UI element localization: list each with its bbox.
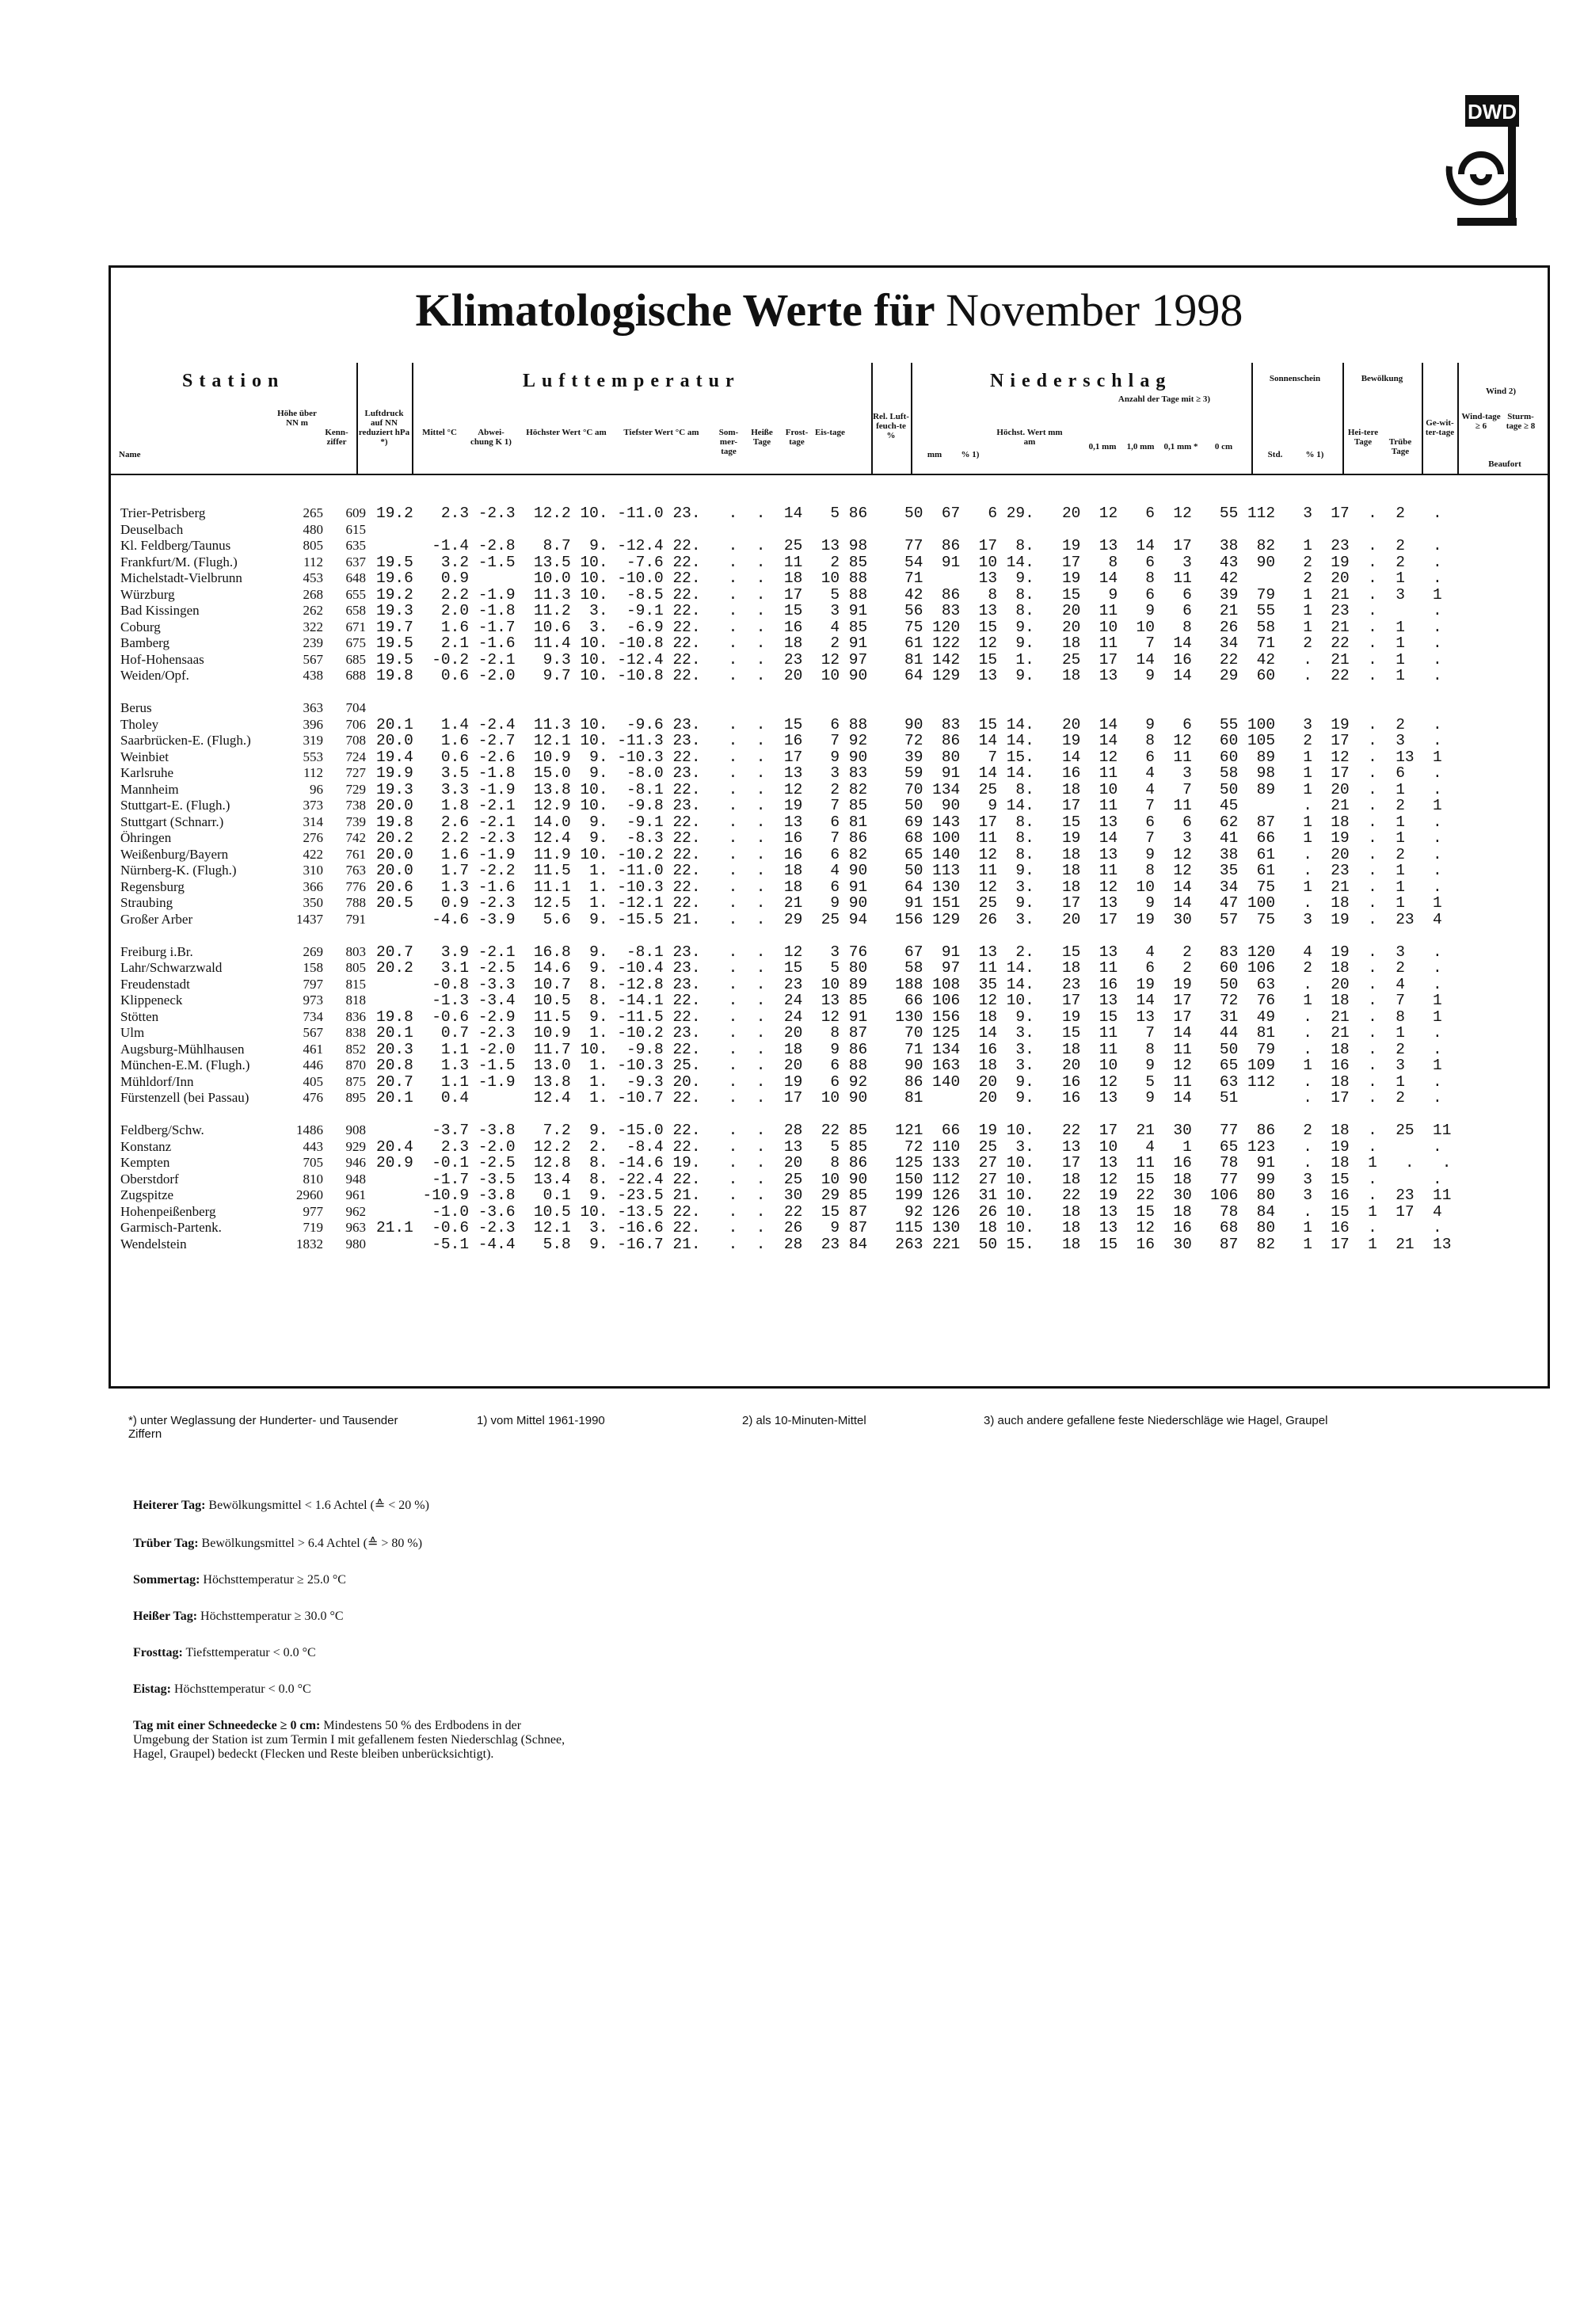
station-values: -1.0 -3.6 10.5 10. -13.5 22. . . 22 15 87 92 126 26 10. 18 13 15 18 78 84 . 15 1 17 4 <box>376 1202 1442 1221</box>
station-code: 870 <box>345 1057 366 1072</box>
station-name: Regensburg <box>120 878 185 894</box>
header-nschnee: 0,1 mm * <box>1163 442 1198 451</box>
station-height: 265 <box>303 505 323 520</box>
station-values: 20.7 1.1 -1.9 13.8 1. -9.3 20. . . 19 6 92 86 140 20 9. 16 12 5 11 63 112 . 18 . 1 . <box>376 1072 1442 1091</box>
station-code: 724 <box>345 749 366 764</box>
station-values: 20.0 1.8 -2.1 12.9 10. -9.8 23. . . 19 7 85 50 90 9 14. 17 11 7 11 45 . 21 . 2 1 <box>376 797 1442 814</box>
station-values: 20.2 2.2 -2.3 12.4 9. -8.3 22. . . 16 7 86 68 100 11 8. 19 14 7 3 41 66 1 19 . 1 . <box>376 829 1442 847</box>
station-name: Michelstadt-Vielbrunn <box>120 570 242 585</box>
header-gewitter: Ge-wit-ter-tage <box>1425 418 1455 437</box>
station-values: 21.1 -0.6 -2.3 12.1 3. -16.6 22. . . 26 9 87 115 130 18 10. 18 13 12 16 68 80 1 16 . . <box>376 1219 1442 1236</box>
table-row <box>111 749 1548 765</box>
station-height: 373 <box>303 798 323 813</box>
station-name: Weinbiet <box>120 749 169 764</box>
header-n0cm: 0 cm <box>1214 442 1233 451</box>
header-hoechster: Höchster Wert °C am <box>526 428 607 437</box>
footnote-1: 1) vom Mittel 1961-1990 <box>477 1414 605 1427</box>
station-height: 262 <box>303 603 323 618</box>
station-code: 875 <box>345 1073 366 1089</box>
station-height: 276 <box>303 830 323 845</box>
header-n01: 0,1 mm <box>1088 442 1117 451</box>
station-code: 635 <box>345 538 366 553</box>
station-height: 438 <box>303 668 323 683</box>
header-sprozent: % 1) <box>1305 450 1324 459</box>
header-heisse: Heiße Tage <box>751 428 773 447</box>
station-code: 946 <box>345 1155 366 1170</box>
table-row <box>111 1090 1548 1106</box>
station-code: 727 <box>345 765 366 780</box>
table-row <box>111 1204 1548 1220</box>
station-height: 977 <box>303 1203 323 1219</box>
station-height: 734 <box>303 1008 323 1024</box>
table-row <box>111 960 1548 976</box>
station-values: 20.8 1.3 -1.5 13.0 1. -10.3 25. . . 20 6 88 90 163 18 3. 20 10 9 12 65 109 1 16 . 3 1 <box>376 1057 1442 1074</box>
station-values: 20.1 1.4 -2.4 11.3 10. -9.6 23. . . 15 6 88 90 83 15 14. 20 14 9 6 55 100 3 19 . 2 . <box>376 715 1442 733</box>
station-height: 480 <box>303 521 323 537</box>
definition-text: Mindestens 50 % des Erdbodens in der Umgebung der Station ist zum Termin I mit gefallenem festen Niederschlag (Schnee, Hagel, Graupel) bedeckt (Flecken und Reste bleiben unberücksichtigt). <box>133 1719 565 1761</box>
station-code: 739 <box>345 813 366 829</box>
definition-item <box>133 1535 577 1551</box>
station-values: -3.7 -3.8 7.2 9. -15.0 22. . . 28 22 85 121 66 19 10. 22 17 21 30 77 86 2 18 . 25 11 <box>376 1122 1452 1139</box>
station-name: Stuttgart-E. (Flugh.) <box>120 798 230 813</box>
station-name: Augsburg-Mühlhausen <box>120 1041 245 1057</box>
station-values: 20.2 3.1 -2.5 14.6 9. -10.4 23. . . 15 5 80 58 97 11 14. 18 11 6 2 60 106 2 18 . 2 . <box>376 959 1442 977</box>
table-row <box>111 847 1548 863</box>
station-height: 705 <box>303 1155 323 1170</box>
station-values: -1.4 -2.8 8.7 9. -12.4 22. . . 25 13 98 77 86 17 8. 19 13 14 17 38 82 1 23 . 2 . <box>376 537 1442 554</box>
station-values: 20.4 2.3 -2.0 12.2 2. -8.4 22. . . 13 5 85 72 110 25 3. 13 10 4 1 65 123 . 19 . . <box>376 1137 1442 1156</box>
station-name: Feldberg/Schw. <box>120 1122 204 1137</box>
definition-text: Höchsttemperatur < 0.0 °C <box>171 1682 311 1696</box>
station-code: 648 <box>345 570 366 585</box>
header-tiefster: Tiefster Wert °C am <box>623 428 699 437</box>
station-name: Großer Arber <box>120 911 193 927</box>
table-row <box>111 570 1548 586</box>
station-name: München-E.M. (Flugh.) <box>120 1057 250 1072</box>
station-height: 973 <box>303 992 323 1008</box>
page-title: Klimatologische Werte für November 1998 <box>415 284 1243 336</box>
station-name: Ulm <box>120 1025 145 1040</box>
station-name: Hof-Hohensaas <box>120 651 204 667</box>
table-row <box>111 863 1548 878</box>
header-mm: mm <box>927 450 942 459</box>
table-row <box>111 814 1548 830</box>
station-values: 19.8 -0.6 -2.9 11.5 9. -11.5 22. . . 24 12 91 130 156 18 9. 19 15 13 17 31 49 . 21 . 8 1 <box>376 1008 1442 1026</box>
definition-item <box>133 1646 577 1660</box>
station-code: 615 <box>345 521 366 537</box>
definition-term: Tag mit einer Schneedecke ≥ 0 cm: <box>133 1719 321 1732</box>
footnote-3: 3) auch andere gefallene feste Niederschläge wie Hagel, Graupel <box>984 1414 1328 1427</box>
definitions <box>133 1497 577 1784</box>
table-row <box>111 1122 1548 1138</box>
station-name: Berus <box>120 700 152 715</box>
header-lufttemperatur: Lufttemperatur <box>523 371 741 391</box>
station-code: 637 <box>345 554 366 570</box>
station-name: Klippeneck <box>120 992 183 1008</box>
station-code: 963 <box>345 1220 366 1235</box>
definition-term: Heißer Tag: <box>133 1610 198 1623</box>
station-height: 363 <box>303 700 323 715</box>
table-row <box>111 603 1548 619</box>
table-row <box>111 717 1548 733</box>
header-n10: 1,0 mm <box>1126 442 1155 451</box>
station-code: 729 <box>345 781 366 797</box>
station-height: 810 <box>303 1171 323 1187</box>
definition-item <box>133 1573 577 1587</box>
station-name: Tholey <box>120 716 159 732</box>
station-values: 20.0 1.6 -1.9 11.9 10. -10.2 22. . . 16 6 82 65 140 12 8. 18 13 9 12 38 61 . 20 . 2 . <box>376 845 1442 863</box>
station-code: 805 <box>345 960 366 975</box>
logo-text: DWD <box>1467 100 1517 124</box>
station-code: 658 <box>345 603 366 618</box>
table-row <box>111 1042 1548 1057</box>
station-name: Mühldorf/Inn <box>120 1073 194 1089</box>
station-values: 20.0 1.7 -2.2 11.5 1. -11.0 22. . . 18 4 90 50 113 11 9. 18 11 8 12 35 61 . 23 . 1 . <box>376 862 1442 879</box>
header-heitere: Hei-tere Tage <box>1347 428 1379 447</box>
station-height: 112 <box>303 765 323 780</box>
dwd-logo <box>1426 87 1521 246</box>
station-values: 19.2 2.3 -2.3 12.2 10. -11.0 23. . . 14 5 86 50 67 6 29. 20 12 6 12 55 112 3 17 . 2 . <box>376 505 1442 522</box>
station-name: Fürstenzell (bei Passau) <box>120 1090 249 1105</box>
station-values: 20.3 1.1 -2.0 11.7 10. -9.8 22. . . 18 9 86 71 134 16 3. 18 11 8 11 50 79 . 18 . 2 . <box>376 1040 1442 1058</box>
station-height: 1486 <box>296 1122 323 1137</box>
header-windtage: Wind-tage ≥ 6 <box>1461 412 1501 431</box>
header-beaufort: Beaufort <box>1488 459 1521 469</box>
table-row <box>111 684 1548 700</box>
station-name: Nürnberg-K. (Flugh.) <box>120 863 237 878</box>
table-row <box>111 977 1548 992</box>
definition-term: Heiterer Tag: <box>133 1499 206 1512</box>
table-row <box>111 782 1548 798</box>
table-row <box>111 912 1548 928</box>
station-name: Weißenburg/Bayern <box>120 846 229 862</box>
station-height: 453 <box>303 570 323 585</box>
station-height: 405 <box>303 1073 323 1089</box>
table-row <box>111 700 1548 716</box>
station-name: Mannheim <box>120 781 179 797</box>
station-code: 776 <box>345 878 366 894</box>
station-values: -10.9 -3.8 0.1 9. -23.5 21. . . 30 29 85 199 126 31 10. 22 19 22 30 106 80 3 16 . 23 11 <box>376 1187 1452 1204</box>
table-row <box>111 587 1548 603</box>
header-bewoelkung: Bewölkung <box>1361 374 1403 383</box>
station-code: 671 <box>345 619 366 634</box>
station-code: 961 <box>345 1187 366 1202</box>
definition-item <box>133 1719 577 1762</box>
definition-text: Bewölkungsmittel > 6.4 Achtel (≙ > 80 %) <box>198 1537 423 1550</box>
station-code: 788 <box>345 895 366 910</box>
station-name: Karlsruhe <box>120 765 174 780</box>
station-name: Coburg <box>120 619 161 634</box>
station-height: 805 <box>303 538 323 553</box>
definition-term: Frosttag: <box>133 1646 183 1659</box>
station-height: 269 <box>303 943 323 959</box>
definition-term: Eistag: <box>133 1682 171 1696</box>
station-values: 19.9 3.5 -1.8 15.0 9. -8.0 23. . . 13 3 83 59 91 14 14. 16 11 4 3 58 98 1 17 . 6 . <box>376 764 1442 782</box>
header-relfeuchte: Rel. Luft-feuch-te % <box>873 412 909 440</box>
station-name: Garmisch-Partenk. <box>120 1220 222 1235</box>
header-name: Name <box>119 450 141 459</box>
definition-item <box>133 1497 577 1513</box>
station-height: 461 <box>303 1041 323 1057</box>
table-row <box>111 733 1548 749</box>
station-code: 803 <box>345 943 366 959</box>
definition-text: Höchsttemperatur ≥ 30.0 °C <box>197 1610 344 1623</box>
station-code: 948 <box>345 1171 366 1187</box>
climate-table-frame <box>109 265 1550 1389</box>
station-name: Freiburg i.Br. <box>120 943 193 959</box>
station-height: 322 <box>303 619 323 634</box>
table-row <box>111 879 1548 895</box>
station-code: 838 <box>345 1025 366 1040</box>
station-values: 19.8 2.6 -2.1 14.0 9. -9.1 22. . . 13 6 81 69 143 17 8. 15 13 6 6 62 87 1 18 . 1 . <box>376 813 1442 831</box>
station-code: 962 <box>345 1203 366 1219</box>
station-name: Stötten <box>120 1008 159 1024</box>
station-name: Bamberg <box>120 635 170 650</box>
station-code: 763 <box>345 863 366 878</box>
station-values: 20.1 0.7 -2.3 10.9 1. -10.2 23. . . 20 8 87 70 125 14 3. 15 11 7 14 44 81 . 21 . 1 . <box>376 1024 1442 1042</box>
header-sonnenschein: Sonnenschein <box>1269 374 1321 383</box>
station-code: 742 <box>345 830 366 845</box>
table-row <box>111 619 1548 635</box>
station-code: 708 <box>345 733 366 748</box>
station-values: -5.1 -4.4 5.8 9. -16.7 21. . . 28 23 84 263 221 50 15. 18 15 16 30 87 82 1 17 1 21 13 <box>376 1235 1452 1253</box>
table-row <box>111 522 1548 538</box>
table-row <box>111 765 1548 781</box>
station-values: 19.3 3.3 -1.9 13.8 10. -8.1 22. . . 12 2 82 70 134 25 8. 18 10 4 7 50 89 1 20 . 1 . <box>376 780 1442 798</box>
station-code: 908 <box>345 1122 366 1137</box>
footnote-2: 2) als 10-Minuten-Mittel <box>742 1414 866 1427</box>
definition-text: Bewölkungsmittel < 1.6 Achtel (≙ < 20 %) <box>205 1499 429 1512</box>
station-name: Frankfurt/M. (Flugh.) <box>120 554 238 570</box>
header-frosttage: Frost-tage <box>785 428 809 447</box>
header-wind: Wind 2) <box>1485 387 1516 396</box>
table-row <box>111 1025 1548 1041</box>
station-code: 706 <box>345 716 366 732</box>
station-name: Bad Kissingen <box>120 603 200 618</box>
definition-term: Trüber Tag: <box>133 1537 199 1550</box>
station-height: 422 <box>303 846 323 862</box>
station-values: 19.7 1.6 -1.7 10.6 3. -6.9 22. . . 16 4 85 75 120 15 9. 20 10 10 8 26 58 1 21 . 1 . <box>376 618 1442 636</box>
table-row <box>111 1155 1548 1171</box>
station-height: 268 <box>303 586 323 602</box>
station-name: Würzburg <box>120 586 175 602</box>
station-code: 688 <box>345 668 366 683</box>
station-code: 738 <box>345 798 366 813</box>
station-height: 158 <box>303 960 323 975</box>
station-height: 319 <box>303 733 323 748</box>
station-values: 19.8 0.6 -2.0 9.7 10. -10.8 22. . . 20 10 90 64 129 13 9. 18 13 9 14 29 60 . 22 . 1 . <box>376 667 1442 684</box>
station-name: Öhringen <box>120 830 172 845</box>
table-row <box>111 1220 1548 1236</box>
table-row <box>111 928 1548 943</box>
table-row <box>111 895 1548 911</box>
header-eistage: Eis-tage <box>815 428 845 437</box>
station-values: 20.0 1.6 -2.7 12.1 10. -11.3 23. . . 16 7 92 72 86 14 14. 19 14 8 12 60 105 2 17 . 3 . <box>376 732 1442 749</box>
header-sommertage: Som-mer-tage <box>718 428 739 456</box>
station-height: 366 <box>303 878 323 894</box>
station-code: 761 <box>345 846 366 862</box>
table-header <box>111 363 1548 475</box>
station-height: 719 <box>303 1220 323 1235</box>
table-row <box>111 554 1548 570</box>
station-values: -4.6 -3.9 5.6 9. -15.5 21. . . 29 25 94 156 129 26 3. 20 17 19 30 57 75 3 19 . 23 4 <box>376 910 1442 928</box>
definition-text: Höchsttemperatur ≥ 25.0 °C <box>200 1573 346 1587</box>
table-row <box>111 668 1548 684</box>
station-code: 836 <box>345 1008 366 1024</box>
station-name: Kl. Feldberg/Taunus <box>120 538 231 553</box>
station-name: Straubing <box>120 895 173 910</box>
header-anzahl: Anzahl der Tage mit ≥ 3) <box>1118 394 1211 404</box>
station-name: Lahr/Schwarzwald <box>120 960 223 975</box>
station-height: 310 <box>303 863 323 878</box>
station-values: -1.3 -3.4 10.5 8. -14.1 22. . . 24 13 85 66 106 12 10. 17 13 14 17 72 76 1 18 . 7 1 <box>376 992 1442 1009</box>
station-name: Wendelstein <box>120 1236 187 1252</box>
station-code: 929 <box>345 1138 366 1154</box>
table-row <box>111 1236 1548 1252</box>
station-code: 852 <box>345 1041 366 1057</box>
header-sturmtage: Sturm-tage ≥ 8 <box>1506 412 1536 431</box>
station-code: 675 <box>345 635 366 650</box>
station-height: 1437 <box>296 911 323 927</box>
header-hoechstwert: Höchst. Wert mm am <box>996 428 1063 447</box>
station-code: 895 <box>345 1090 366 1105</box>
header-station: Station <box>182 371 285 391</box>
station-name: Kempten <box>120 1155 170 1170</box>
station-values: 19.5 3.2 -1.5 13.5 10. -7.6 22. . . 11 2 85 54 91 10 14. 17 8 6 3 43 90 2 19 . 2 . <box>376 553 1442 571</box>
table-row <box>111 652 1548 668</box>
station-code: 818 <box>345 992 366 1008</box>
header-prozent: % 1) <box>961 450 980 459</box>
station-height: 567 <box>303 1025 323 1040</box>
station-values: 20.1 0.4 12.4 1. -10.7 22. . . 17 10 90 81 20 9. 16 13 9 14 51 . 17 . 2 . <box>376 1089 1442 1107</box>
table-row <box>111 635 1548 651</box>
header-truebe: Trübe Tage <box>1388 437 1412 456</box>
header-std: Std. <box>1267 450 1283 459</box>
station-name: Oberstdorf <box>120 1171 179 1187</box>
table-row <box>111 830 1548 846</box>
station-height: 239 <box>303 635 323 650</box>
station-name: Freudenstadt <box>120 976 190 992</box>
station-name: Weiden/Opf. <box>120 668 189 683</box>
header-niederschlag: Niederschlag <box>990 371 1172 391</box>
station-height: 1832 <box>296 1236 323 1252</box>
station-height: 443 <box>303 1138 323 1154</box>
table-row <box>111 1187 1548 1203</box>
station-height: 112 <box>303 554 323 570</box>
station-values: 20.6 1.3 -1.6 11.1 1. -10.3 22. . . 18 6 91 64 130 12 3. 18 12 10 14 34 75 1 21 . 1 . <box>376 878 1442 896</box>
station-name: Hohenpeißenberg <box>120 1203 216 1219</box>
header-luftdruck: Luftdruck auf NN reduziert hPa *) <box>358 409 410 447</box>
station-values: 19.3 2.0 -1.8 11.2 3. -9.1 22. . . 15 3 91 56 83 13 8. 20 11 9 6 21 55 1 23 . . <box>376 602 1442 619</box>
footnote-0: *) unter Weglassung der Hunderter- und Tausender Ziffern <box>128 1414 398 1441</box>
station-values: 19.5 2.1 -1.6 11.4 10. -10.8 22. . . 18 2 91 61 122 12 9. 18 11 7 14 34 71 2 22 . 1 . <box>376 634 1442 652</box>
station-code: 609 <box>345 505 366 520</box>
station-values: 20.7 3.9 -2.1 16.8 9. -8.1 23. . . 12 3 76 67 91 13 2. 15 13 4 2 83 120 4 19 . 3 . <box>376 943 1442 961</box>
table-row <box>111 798 1548 813</box>
station-values: 19.4 0.6 -2.6 10.9 9. -10.3 22. . . 17 9 90 39 80 7 15. 14 12 6 11 60 89 1 12 . 13 1 <box>376 748 1442 766</box>
table-row <box>111 1107 1548 1122</box>
definition-item <box>133 1682 577 1697</box>
header-hoehe: Höhe über NN m <box>277 409 317 428</box>
station-name: Trier-Petrisberg <box>120 505 206 520</box>
station-name: Deuselbach <box>120 521 184 537</box>
definition-term: Sommertag: <box>133 1573 200 1587</box>
station-code: 791 <box>345 911 366 927</box>
table-row <box>111 505 1548 521</box>
station-code: 815 <box>345 976 366 992</box>
station-values: 19.5 -0.2 -2.1 9.3 10. -12.4 22. . . 23 12 97 81 142 15 1. 25 17 14 16 22 42 . 21 . 1 . <box>376 650 1442 669</box>
table-row <box>111 538 1548 554</box>
station-name: Saarbrücken-E. (Flugh.) <box>120 733 251 748</box>
station-height: 396 <box>303 716 323 732</box>
table-row <box>111 1139 1548 1155</box>
station-values: 19.6 0.9 10.0 10. -10.0 22. . . 18 10 88 71 13 9. 19 14 8 11 42 2 20 . 1 . <box>376 570 1442 587</box>
table-row <box>111 1009 1548 1025</box>
table-row <box>111 1172 1548 1187</box>
station-height: 446 <box>303 1057 323 1072</box>
table-row <box>111 944 1548 960</box>
header-mittel: Mittel °C <box>422 428 457 437</box>
station-values: 19.2 2.2 -1.9 11.3 10. -8.5 22. . . 17 5 88 42 86 8 8. 15 9 6 6 39 79 1 21 . 3 1 <box>376 585 1442 604</box>
station-values: -0.8 -3.3 10.7 8. -12.8 23. . . 23 10 89 188 108 35 14. 23 16 19 19 50 63 . 20 . 4 . <box>376 975 1442 993</box>
table-row <box>111 1074 1548 1090</box>
header-abweichung: Abwei-chung K 1) <box>470 428 512 447</box>
station-name: Zugspitze <box>120 1187 174 1202</box>
definition-text: Tiefsttemperatur < 0.0 °C <box>182 1646 316 1659</box>
station-code: 655 <box>345 586 366 602</box>
station-height: 350 <box>303 895 323 910</box>
station-code: 980 <box>345 1236 366 1252</box>
header-kennziffer: Kenn-ziffer <box>325 428 348 447</box>
table-row <box>111 992 1548 1008</box>
station-name: Stuttgart (Schnarr.) <box>120 813 224 829</box>
station-values: -1.7 -3.5 13.4 8. -22.4 22. . . 25 10 90 150 112 27 10. 18 12 15 18 77 99 3 15 . . <box>376 1170 1442 1188</box>
station-height: 96 <box>310 781 323 797</box>
station-height: 476 <box>303 1090 323 1105</box>
table-row <box>111 1057 1548 1073</box>
station-values: 20.5 0.9 -2.3 12.5 1. -12.1 22. . . 21 9 90 91 151 25 9. 17 13 9 14 47 100 . 18 . 1 1 <box>376 894 1442 912</box>
station-height: 2960 <box>296 1187 323 1202</box>
definition-item <box>133 1610 577 1624</box>
station-height: 314 <box>303 813 323 829</box>
station-name: Konstanz <box>120 1138 172 1154</box>
station-values: 20.9 -0.1 -2.5 12.8 8. -14.6 19. . . 20 8 86 125 133 27 10. 17 13 11 16 78 91 . 18 1 . . <box>376 1154 1452 1172</box>
station-height: 797 <box>303 976 323 992</box>
station-height: 567 <box>303 651 323 667</box>
station-code: 704 <box>345 700 366 715</box>
station-height: 553 <box>303 749 323 764</box>
station-code: 685 <box>345 651 366 667</box>
